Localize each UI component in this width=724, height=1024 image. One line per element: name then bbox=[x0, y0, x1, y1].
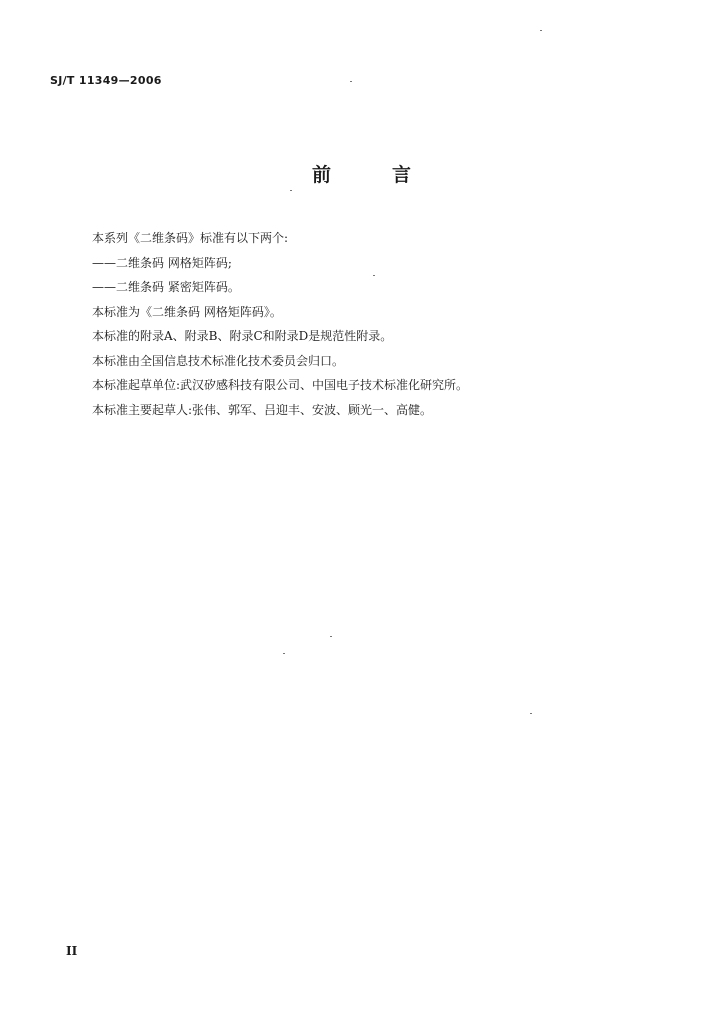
scan-speck bbox=[530, 713, 532, 714]
page-title bbox=[0, 160, 724, 187]
scan-speck bbox=[290, 190, 292, 191]
scan-speck bbox=[540, 30, 542, 31]
scan-speck bbox=[350, 81, 352, 82]
foreword-body bbox=[92, 226, 692, 422]
scan-speck bbox=[373, 275, 375, 276]
paragraph-committee: 本标准由全国信息技术标准化技术委员会归口。 bbox=[92, 353, 345, 368]
scan-speck bbox=[283, 653, 285, 654]
standard-code: SJ/T 11349—2006 bbox=[50, 74, 162, 87]
paragraph-list-item-compact-matrix: ——二维条码 紧密矩阵码。 bbox=[92, 280, 240, 294]
title-part-2: 言 bbox=[392, 164, 413, 186]
paragraph-drafters: 本标准主要起草人:张伟、郭军、吕迎丰、安波、顾光一、高健。 bbox=[92, 402, 433, 417]
scan-speck bbox=[330, 636, 332, 637]
title-part-1: 前 bbox=[311, 164, 332, 186]
paragraph-annexes: 本标准的附录A、附录B、附录C和附录D是规范性附录。 bbox=[92, 329, 393, 343]
paragraph-this-standard: 本标准为《二维条码 网格矩阵码》。 bbox=[92, 304, 282, 319]
paragraph-drafting-units: 本标准起草单位:武汉矽感科技有限公司、中国电子技术标准化研究所。 bbox=[92, 378, 469, 392]
page-number: II bbox=[66, 944, 78, 958]
paragraph-list-item-grid-matrix: ——二维条码 网格矩阵码; bbox=[92, 255, 232, 270]
paragraph-series-intro: 本系列《二维条码》标准有以下两个: bbox=[92, 231, 289, 245]
